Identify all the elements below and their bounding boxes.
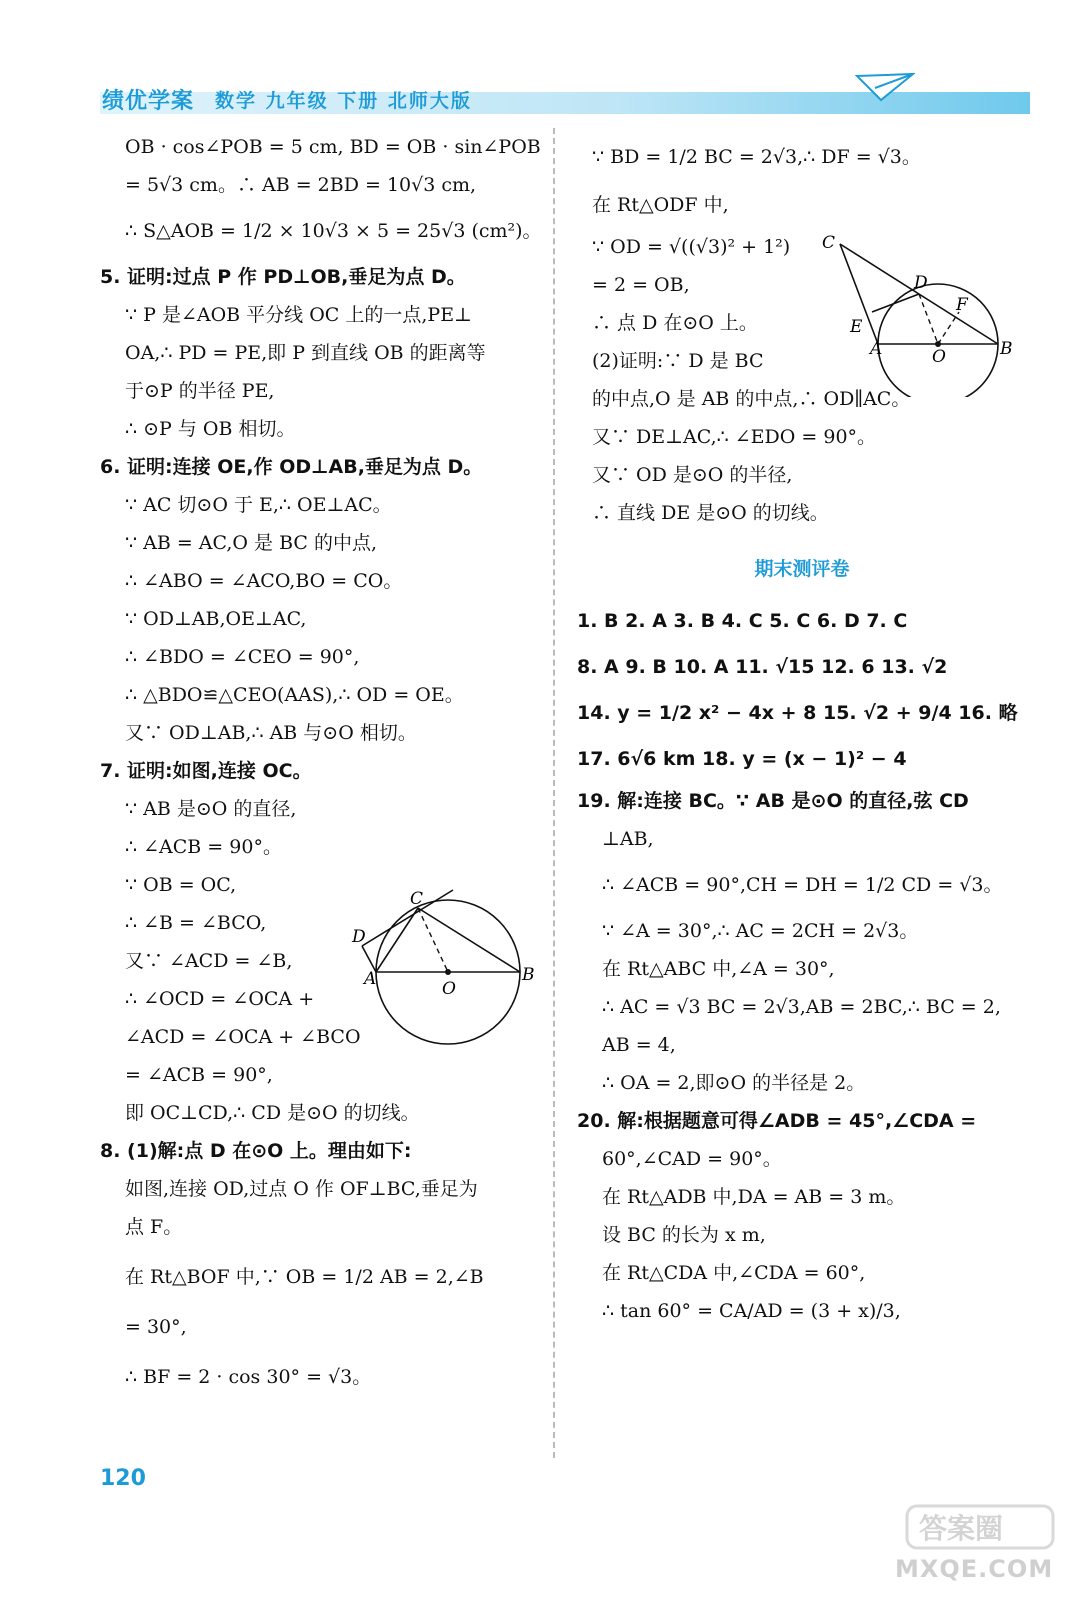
column-divider: [553, 128, 555, 1458]
text-line: ∵ OD = √((√3)² + 1²): [592, 236, 791, 258]
label-f: F: [956, 295, 968, 315]
text-line: 如图,连接 OD,过点 O 作 OF⊥BC,垂足为: [125, 1178, 478, 1200]
label-d: D: [914, 273, 928, 293]
text-line: ∴ 点 D 在⊙O 上。: [592, 312, 758, 334]
text-line: ∵ OD⊥AB,OE⊥AC,: [125, 608, 307, 630]
text-line: 在 Rt△ODF 中,: [592, 194, 729, 216]
text-line: 在 Rt△ADB 中,DA = AB = 3 m。: [602, 1186, 906, 1208]
label-e: E: [850, 317, 863, 337]
book-subject: 数学 九年级 下册 北师大版: [215, 90, 472, 112]
text-line: ∴ ∠ACB = 90°,CH = DH = 1/2 CD = √3。: [602, 874, 1003, 896]
paper-plane-icon: [855, 70, 915, 106]
text-line: OA,∴ PD = PE,即 P 到直线 OB 的距离等: [125, 342, 486, 364]
left-column: [100, 128, 540, 1396]
text-line: ∴ ∠OCD = ∠OCA +: [125, 988, 315, 1010]
question-19: 19. 解:连接 BC。∵ AB 是⊙O 的直径,弦 CD: [577, 790, 969, 812]
text-line: 60°,∠CAD = 90°。: [602, 1148, 782, 1170]
answer-row: 17. 6√6 km 18. y = (x − 1)² − 4: [577, 748, 907, 770]
text-line: ∴ ∠ABO = ∠ACO,BO = CO。: [125, 570, 403, 592]
section-title: 期末测评卷: [754, 558, 850, 580]
text-line: 又∵ OD 是⊙O 的半径,: [592, 464, 793, 486]
watermark-logo-icon: [905, 1502, 1055, 1552]
label-c: C: [822, 233, 836, 253]
text-line: 于⊙P 的半径 PE,: [125, 380, 275, 402]
text-line: ∴ S△AOB = 1/2 × 10√3 × 5 = 25√3 (cm²)。: [125, 220, 542, 242]
label-b: B: [522, 965, 535, 985]
label-b: B: [1000, 339, 1013, 359]
text-line: ∴ △BDO≌△CEO(AAS),∴ OD = OE。: [125, 684, 464, 706]
label-a: A: [870, 339, 883, 359]
text-line: ∴ ⊙P 与 OB 相切。: [125, 418, 296, 440]
text-line: (2)证明:∵ D 是 BC: [592, 350, 764, 372]
text-line: ∵ ∠A = 30°,∴ AC = 2CH = 2√3。: [602, 920, 919, 942]
text-line: 即 OC⊥CD,∴ CD 是⊙O 的切线。: [125, 1102, 420, 1124]
text-line: ∠ACD = ∠OCA + ∠BCO: [125, 1026, 361, 1048]
text-line: ∴ ∠B = ∠BCO,: [125, 912, 267, 934]
text-line: = 2 = OB,: [592, 274, 690, 296]
label-c: C: [410, 889, 424, 909]
answer-row: 14. y = 1/2 x² − 4x + 8 15. √2 + 9/4 16. 略: [577, 702, 1018, 724]
text-line: ∴ AC = √3 BC = 2√3,AB = 2BC,∴ BC = 2,: [602, 996, 1001, 1018]
watermark-text: MXQE.COM: [895, 1555, 1054, 1583]
text-line: 在 Rt△BOF 中,∵ OB = 1/2 AB = 2,∠B: [125, 1266, 484, 1288]
brand-title: 绩优学案: [102, 89, 195, 114]
text-line: ∴ 直线 DE 是⊙O 的切线。: [592, 502, 829, 524]
text-line: ⊥AB,: [602, 828, 654, 850]
question-5: 5. 证明:过点 P 作 PD⊥OB,垂足为点 D。: [100, 266, 466, 288]
text-line: 在 Rt△CDA 中,∠CDA = 60°,: [602, 1262, 866, 1284]
page-header: [0, 70, 1083, 120]
text-line: 又∵ ∠ACD = ∠B,: [125, 950, 293, 972]
question-8: 8. (1)解:点 D 在⊙O 上。理由如下:: [100, 1140, 412, 1162]
text-line: 的中点,O 是 AB 的中点,∴ OD∥AC。: [592, 388, 911, 410]
label-d: D: [352, 927, 366, 947]
answer-list: [577, 602, 1018, 1330]
text-line: ∵ AB = AC,O 是 BC 的中点,: [125, 532, 378, 554]
text-line: 设 BC 的长为 x m,: [602, 1224, 766, 1246]
text-line: ∵ AC 切⊙O 于 E,∴ OE⊥AC。: [125, 494, 392, 516]
label-o: O: [932, 347, 946, 367]
text-line: ∵ OB = OC,: [125, 874, 237, 896]
question-7: 7. 证明:如图,连接 OC。: [100, 760, 312, 782]
text-line: = 5√3 cm。∴ AB = 2BD = 10√3 cm,: [125, 174, 477, 196]
page-number: 120: [100, 1466, 146, 1491]
text-line: ∴ ∠ACB = 90°。: [125, 836, 282, 858]
text-line: ∴ tan 60° = CA/AD = (3 + x)/3,: [602, 1300, 901, 1322]
label-o: O: [442, 979, 456, 999]
text-line: OB · cos∠POB = 5 cm, BD = OB · sin∠POB: [125, 136, 541, 158]
question-20: 20. 解:根据题意可得∠ADB = 45°,∠CDA =: [577, 1110, 977, 1132]
answer-row: 8. A 9. B 10. A 11. √15 12. 6 13. √2: [577, 656, 948, 678]
text-line: 在 Rt△ABC 中,∠A = 30°,: [602, 958, 835, 980]
question-6: 6. 证明:连接 OE,作 OD⊥AB,垂足为点 D。: [100, 456, 483, 478]
text-line: ∴ BF = 2 · cos 30° = √3。: [125, 1366, 372, 1388]
text-line: = ∠ACB = 90°,: [125, 1064, 273, 1086]
text-line: ∵ P 是∠AOB 平分线 OC 上的一点,PE⊥: [125, 304, 472, 326]
text-line: ∴ ∠BDO = ∠CEO = 90°,: [125, 646, 360, 668]
label-a: A: [364, 969, 377, 989]
text-line: 点 F。: [125, 1216, 183, 1238]
geometry-figure-1: [818, 232, 1018, 397]
text-line: AB = 4,: [602, 1034, 676, 1056]
answer-row: 1. B 2. A 3. B 4. C 5. C 6. D 7. C: [577, 610, 908, 632]
text-line: ∴ OA = 2,即⊙O 的半径是 2。: [602, 1072, 866, 1094]
watermark-logo-text: 答案圈: [919, 1512, 1004, 1545]
text-line: ∵ BD = 1/2 BC = 2√3,∴ DF = √3。: [592, 146, 921, 168]
text-line: 又∵ DE⊥AC,∴ ∠EDO = 90°。: [592, 426, 877, 448]
geometry-figure-2: [348, 888, 548, 1073]
text-line: = 30°,: [125, 1316, 187, 1338]
text-line: 又∵ OD⊥AB,∴ AB 与⊙O 相切。: [125, 722, 417, 744]
text-line: ∵ AB 是⊙O 的直径,: [125, 798, 297, 820]
